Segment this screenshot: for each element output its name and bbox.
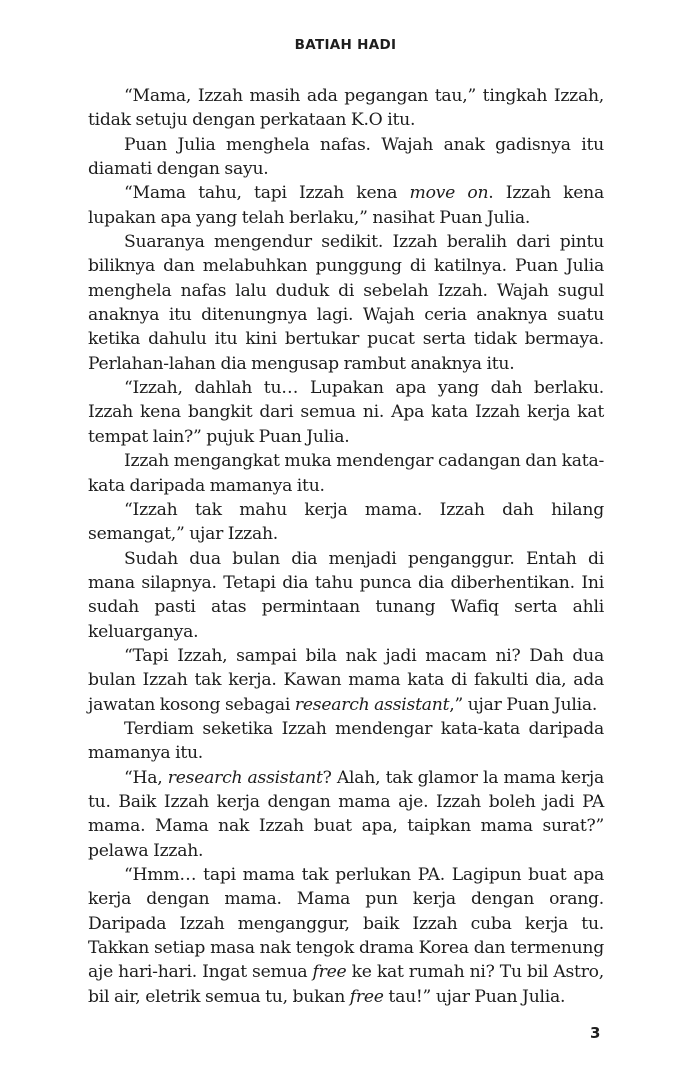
text-run: Sudah dua bulan dia menjadi penganggur. Entah di mana silapnya. Tetapi dia tahu punca dia diberhentikan. Ini sudah pasti atas permintaan tunang Wafiq serta ahli keluarganya. [88,548,604,642]
italic-phrase: free [349,986,384,1007]
text-run: Terdiam seketika Izzah mendengar kata-kata daripada mamanya itu. [88,718,604,764]
paragraph [88,133,604,182]
running-head: BATIAH HADI [294,37,397,53]
text-run: ,” ujar Puan Julia. [449,694,598,715]
paragraph [88,181,604,230]
italic-phrase: free [312,962,347,983]
paragraph [88,766,604,863]
text-run: ? Alah, tak glamor la mama kerja tu. Baik Izzah kerja dengan mama aje. Izzah boleh jadi PA mama. Mama nak Izzah buat apa, taipkan mama surat?” pelawa Izzah. [88,767,604,861]
body-text [88,84,604,1009]
text-run: Izzah mengangkat muka mendengar cadangan dan kata-kata daripada mamanya itu. [88,451,604,496]
paragraph [88,230,604,376]
paragraph [88,863,604,1009]
paragraph [88,84,604,133]
text-run: “Tapi Izzah, sampai bila nak jadi macam ni? Dah dua bulan Izzah tak kerja. Kawan mama kata di fakulti dia, ada jawatan kosong sebagai [88,645,604,715]
text-run: “Mama, Izzah masih ada pegangan tau,” tingkah Izzah, tidak setuju dengan perkataan K.O itu. [88,86,604,131]
page-number: 3 [590,1024,601,1042]
text-run: “Ha, [124,767,168,788]
text-run: “Hmm… tapi mama tak perlukan PA. Lagipun buat apa kerja dengan mama. Mama pun kerja dengan orang. Daripada Izzah menganggur, baik Izzah cuba kerja tu. Takkan setiap masa nak tengok drama Korea dan termenung aje hari-hari. Ingat semua [88,865,604,983]
text-run: “Izzah, dahlah tu… Lupakan apa yang dah berlaku. Izzah kena bangkit dari semua ni. Apa kata Izzah kerja kat tempat lain?” pujuk Puan Julia. [88,378,604,447]
paragraph [88,717,604,766]
text-run: . Izzah kena lupakan apa yang telah berlaku,” nasihat Puan Julia. [88,183,604,228]
text-run: Suaranya mengendur sedikit. Izzah beralih dari pintu biliknya dan melabuhkan punggung di katilnya. Puan Julia menghela nafas lalu duduk di sebelah Izzah. Wajah sugul anaknya itu ditenungnya lagi. Wajah ceria anaknya suatu ketika dahulu itu kini bertukar pucat serta tidak bermaya. Perlahan-lahan dia mengusap rambut anaknya itu. [88,232,604,374]
text-run: “Mama tahu, tapi Izzah kena [124,183,410,204]
italic-phrase: research assistant [167,767,323,788]
text-run: ke kat rumah ni? Tu bil Astro, bil air, eletrik semua tu, bukan [88,962,604,1007]
paragraph [88,376,604,449]
text-run: “Izzah tak mahu kerja mama. Izzah dah hilang semangat,” ujar Izzah. [88,499,604,545]
text-run: Puan Julia menghela nafas. Wajah anak gadisnya itu diamati dengan sayu. [88,134,604,180]
paragraph [88,547,604,644]
text-run: tau!” ujar Puan Julia. [383,986,566,1007]
paragraph [88,449,604,498]
italic-phrase: move on [409,183,489,204]
italic-phrase: research assistant [294,694,450,715]
paragraph [88,644,604,717]
paragraph [88,498,604,547]
